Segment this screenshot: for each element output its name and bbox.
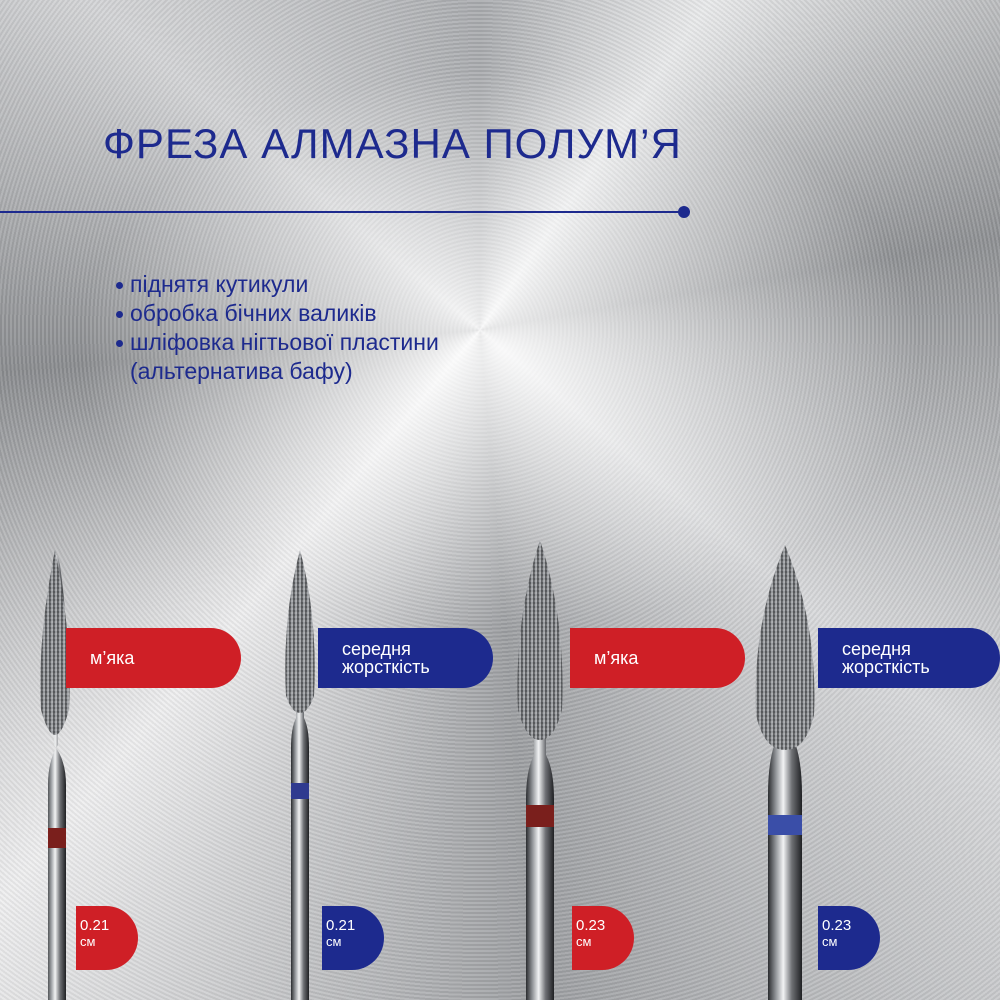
hardness-label: середня жорсткість [318,628,493,688]
feature-item: обробка бічних валиків [116,299,439,328]
bullet-icon [116,282,123,289]
diameter-label: 0.23 см [572,906,634,970]
bur-image-2 [270,548,330,1000]
title-divider [0,211,684,213]
diameter-label: 0.21 см [322,906,384,970]
bur-image-3 [510,540,570,1000]
feature-item: піднятя кутикули [116,270,439,299]
hardness-label: м’яка [570,628,745,688]
feature-list [116,270,439,386]
bullet-icon [116,340,123,347]
feature-item: шліфовка нігтьової пластини [116,328,439,357]
bur-image-4 [750,545,820,1000]
diameter-label: 0.21 см [76,906,138,970]
hardness-label: середня жорсткість [818,628,1000,688]
divider-dot [678,206,690,218]
bullet-icon [116,311,123,318]
diameter-label: 0.23 см [818,906,880,970]
hardness-label: м’яка [66,628,241,688]
page-title: ФРЕЗА АЛМАЗНА ПОЛУМ’Я [103,120,682,167]
feature-item-continuation: (альтернатива бафу) [130,358,353,384]
